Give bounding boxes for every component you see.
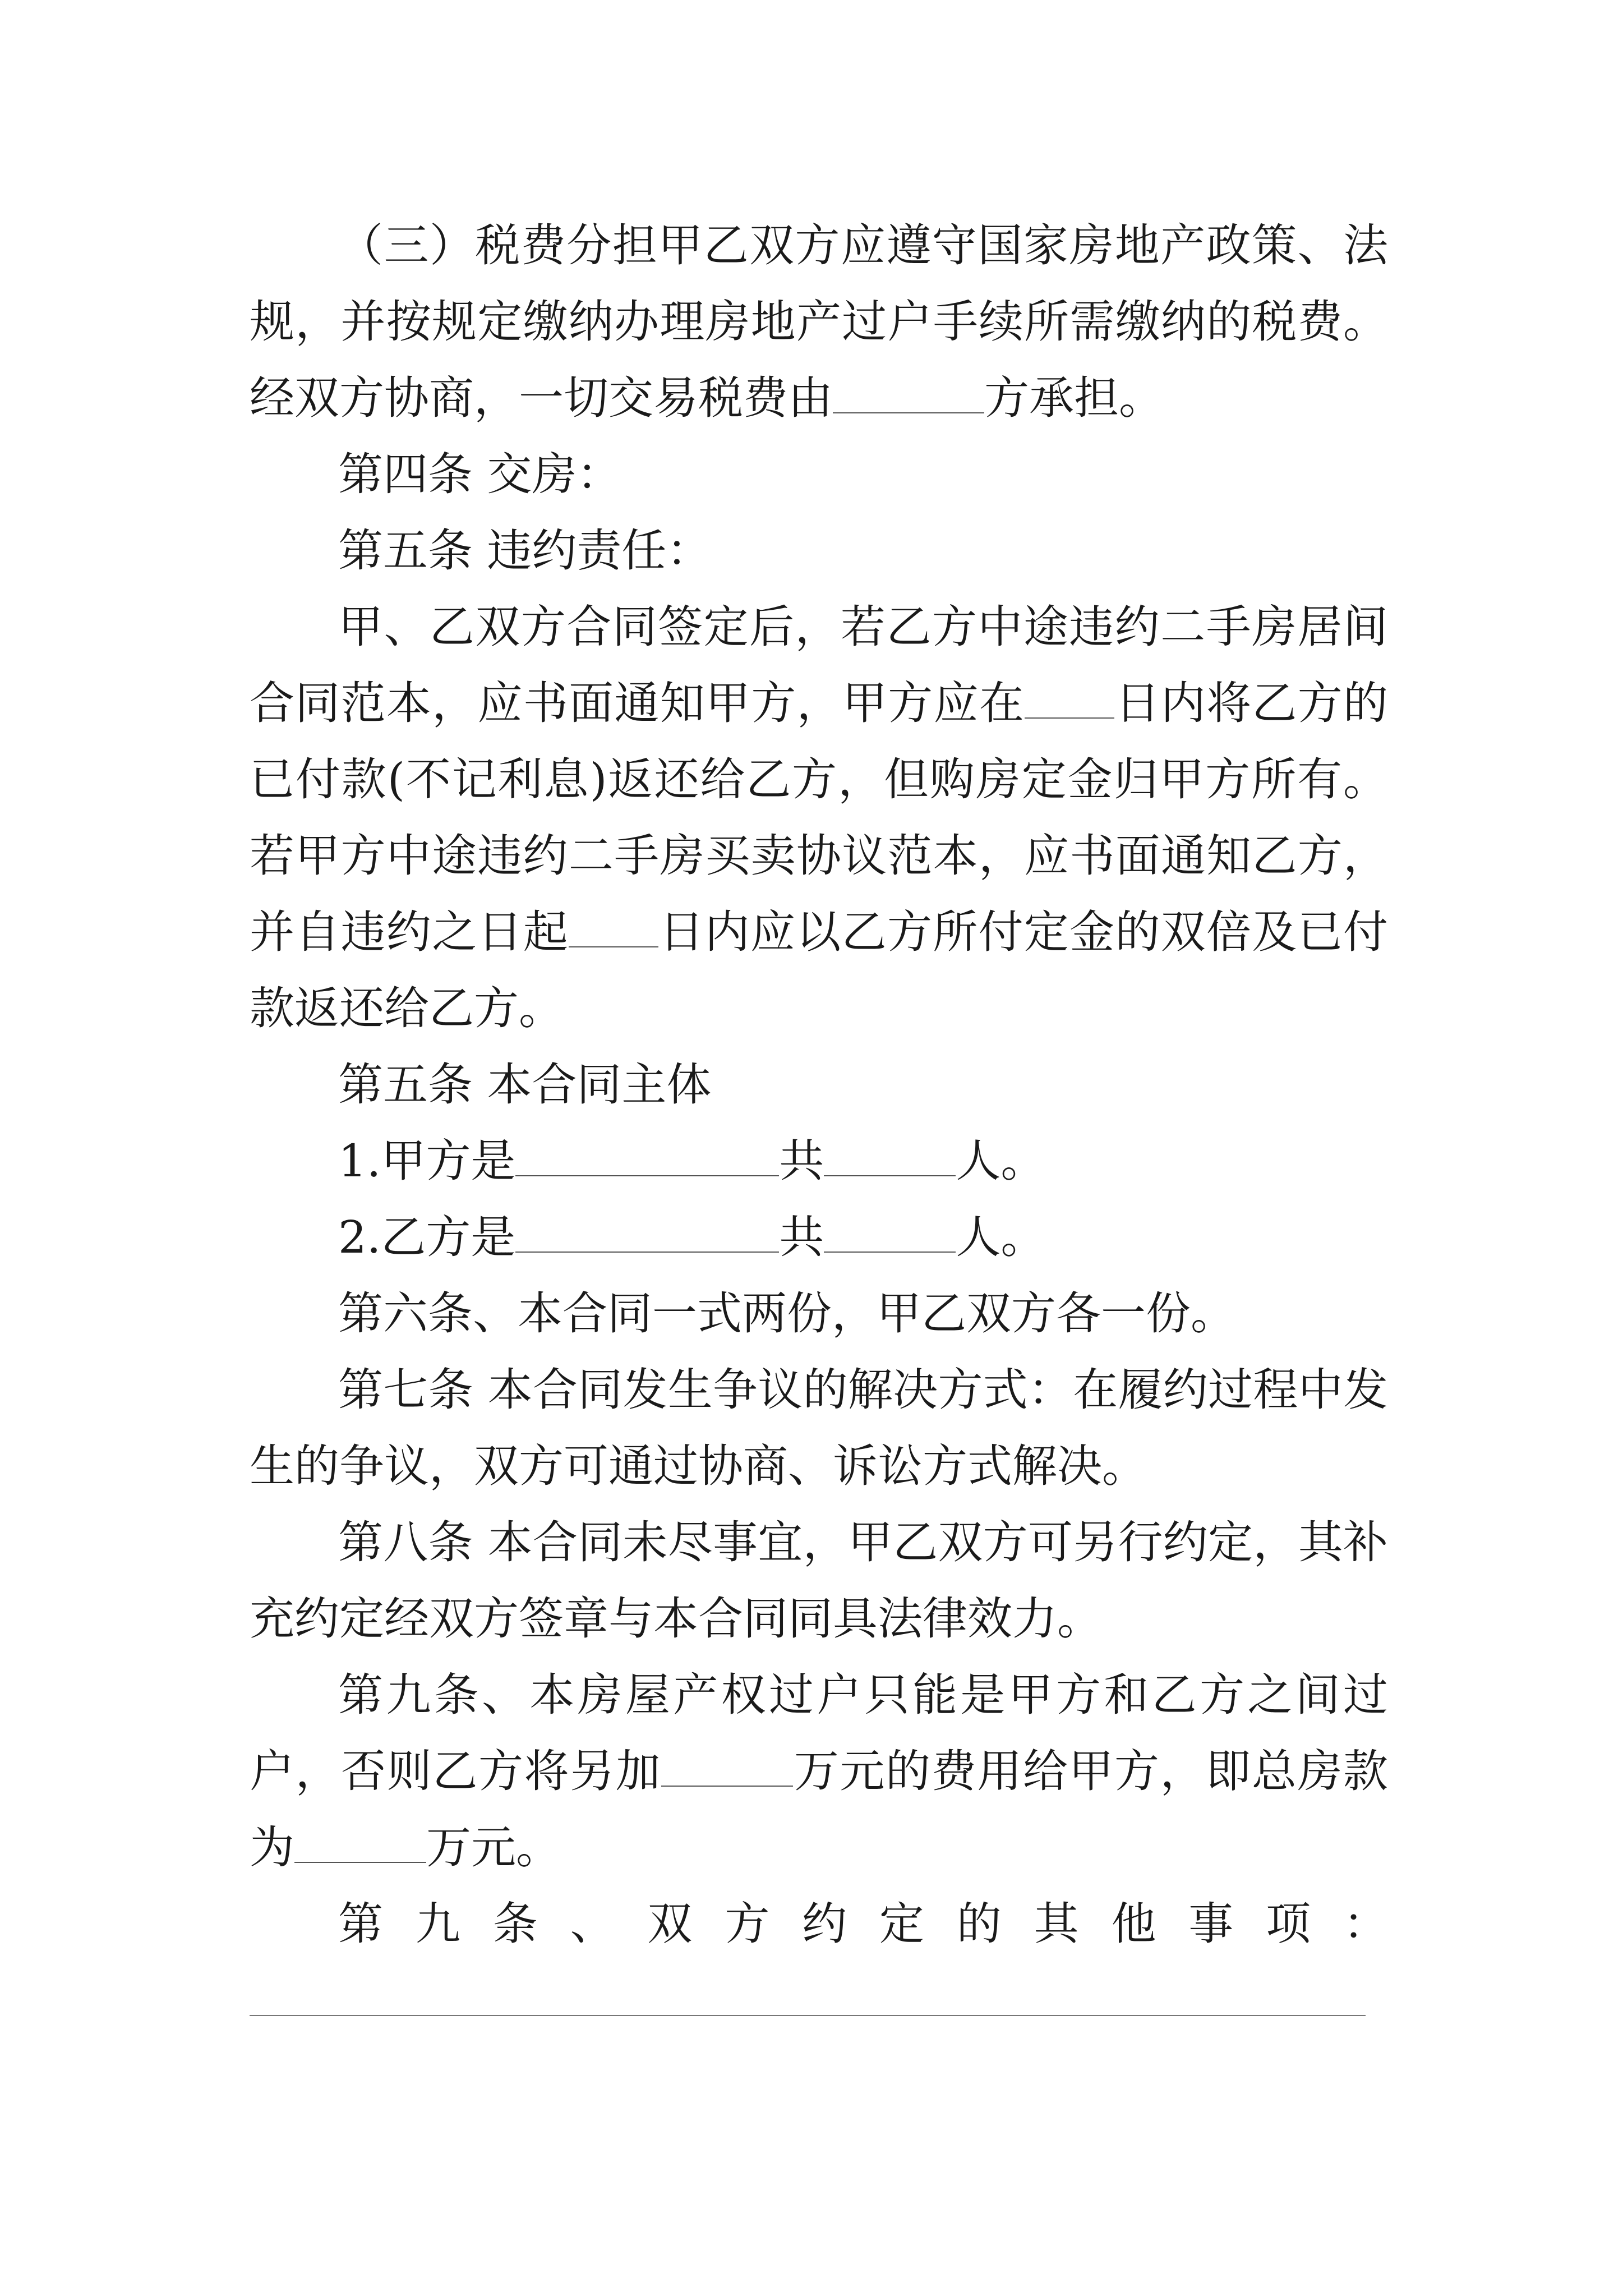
paragraph-text: 万元。 xyxy=(426,1821,561,1874)
article-heading-breach xyxy=(250,513,1388,589)
paragraph-text: 日内应以乙方所付定金的双倍及已付款返还给乙方。 xyxy=(250,906,1389,1034)
paragraph-text: 1.甲方是 xyxy=(338,1135,516,1187)
paragraph-text: 第八条 本合同未尽事宜，甲乙双方可另行约定，其补充约定经双方签章与本合同同具法律效力。 xyxy=(250,1516,1388,1645)
paragraph-text: 第七条 本合同发生争议的解决方式：在履约过程中发生的争议，双方可通过协商、诉讼方式解决。 xyxy=(250,1364,1388,1492)
paragraph-dispute xyxy=(250,1352,1388,1504)
paragraph-text: 万元的费用给甲方，即总房款为 xyxy=(250,1745,1389,1874)
paragraph-text: 第五条 违约责任： xyxy=(338,524,712,577)
paragraph-text: 第九条、双方约定的其他事项： xyxy=(338,1898,1388,1950)
paragraph-tax xyxy=(250,208,1388,436)
article-heading-parties xyxy=(250,1047,1388,1123)
paragraph-copies xyxy=(250,1276,1388,1352)
paragraph-transfer xyxy=(250,1657,1388,1886)
paragraph-text: 第九条、本房屋产权过户只能是甲方和乙方之间过户，否则乙方将另加 xyxy=(250,1669,1388,1797)
blank-line xyxy=(824,1125,956,1176)
paragraph-text: （三）税费分担甲乙双方应遵守国家房地产政策、法规，并按规定缴纳办理房地产过户手续所需缴纳的税费。经双方协商，一切交易税费由 xyxy=(250,219,1388,424)
paragraph-supplement xyxy=(250,1504,1388,1657)
document-body xyxy=(250,208,1388,1962)
blank-line xyxy=(515,1125,779,1176)
article-heading-handover xyxy=(250,436,1388,513)
blank-line xyxy=(661,1735,793,1787)
paragraph-text: 第六条、本合同一式两份，甲乙双方各一份。 xyxy=(338,1287,1235,1340)
paragraph-breach xyxy=(250,589,1388,1047)
blank-line xyxy=(515,1201,779,1253)
blank-line xyxy=(1025,667,1114,719)
blank-line xyxy=(833,362,984,413)
paragraph-text: 2.乙方是 xyxy=(338,1211,516,1263)
paragraph-text: 甲、乙双方合同签定后，若乙方中途违约二手房居间合同范本，应书面通知甲方，甲方应在 xyxy=(250,601,1388,729)
paragraph-text: 方承担。 xyxy=(984,372,1164,424)
party-a-line xyxy=(250,1123,1388,1199)
signature-blank-line xyxy=(250,2015,1366,2016)
party-b-line xyxy=(250,1199,1388,1276)
blank-line xyxy=(824,1201,956,1253)
paragraph-text: 日内将乙方的已付款(不记利息)返还给乙方，但购房定金归甲方所有。若甲方中途违约二手房买卖协议范本，应书面通知乙方，并自违约之日起 xyxy=(250,677,1389,958)
blank-line xyxy=(569,896,658,947)
paragraph-text: 第四条 交房： xyxy=(338,448,622,500)
paragraph-text: 第五条 本合同主体 xyxy=(338,1059,712,1111)
paragraph-text: 共 xyxy=(779,1135,824,1187)
paragraph-text: 共 xyxy=(779,1211,824,1263)
paragraph-text: 人。 xyxy=(956,1135,1046,1187)
paragraph-text: 人。 xyxy=(956,1211,1046,1263)
paragraph-other-matters xyxy=(250,1886,1388,1962)
blank-line xyxy=(294,1811,426,1863)
